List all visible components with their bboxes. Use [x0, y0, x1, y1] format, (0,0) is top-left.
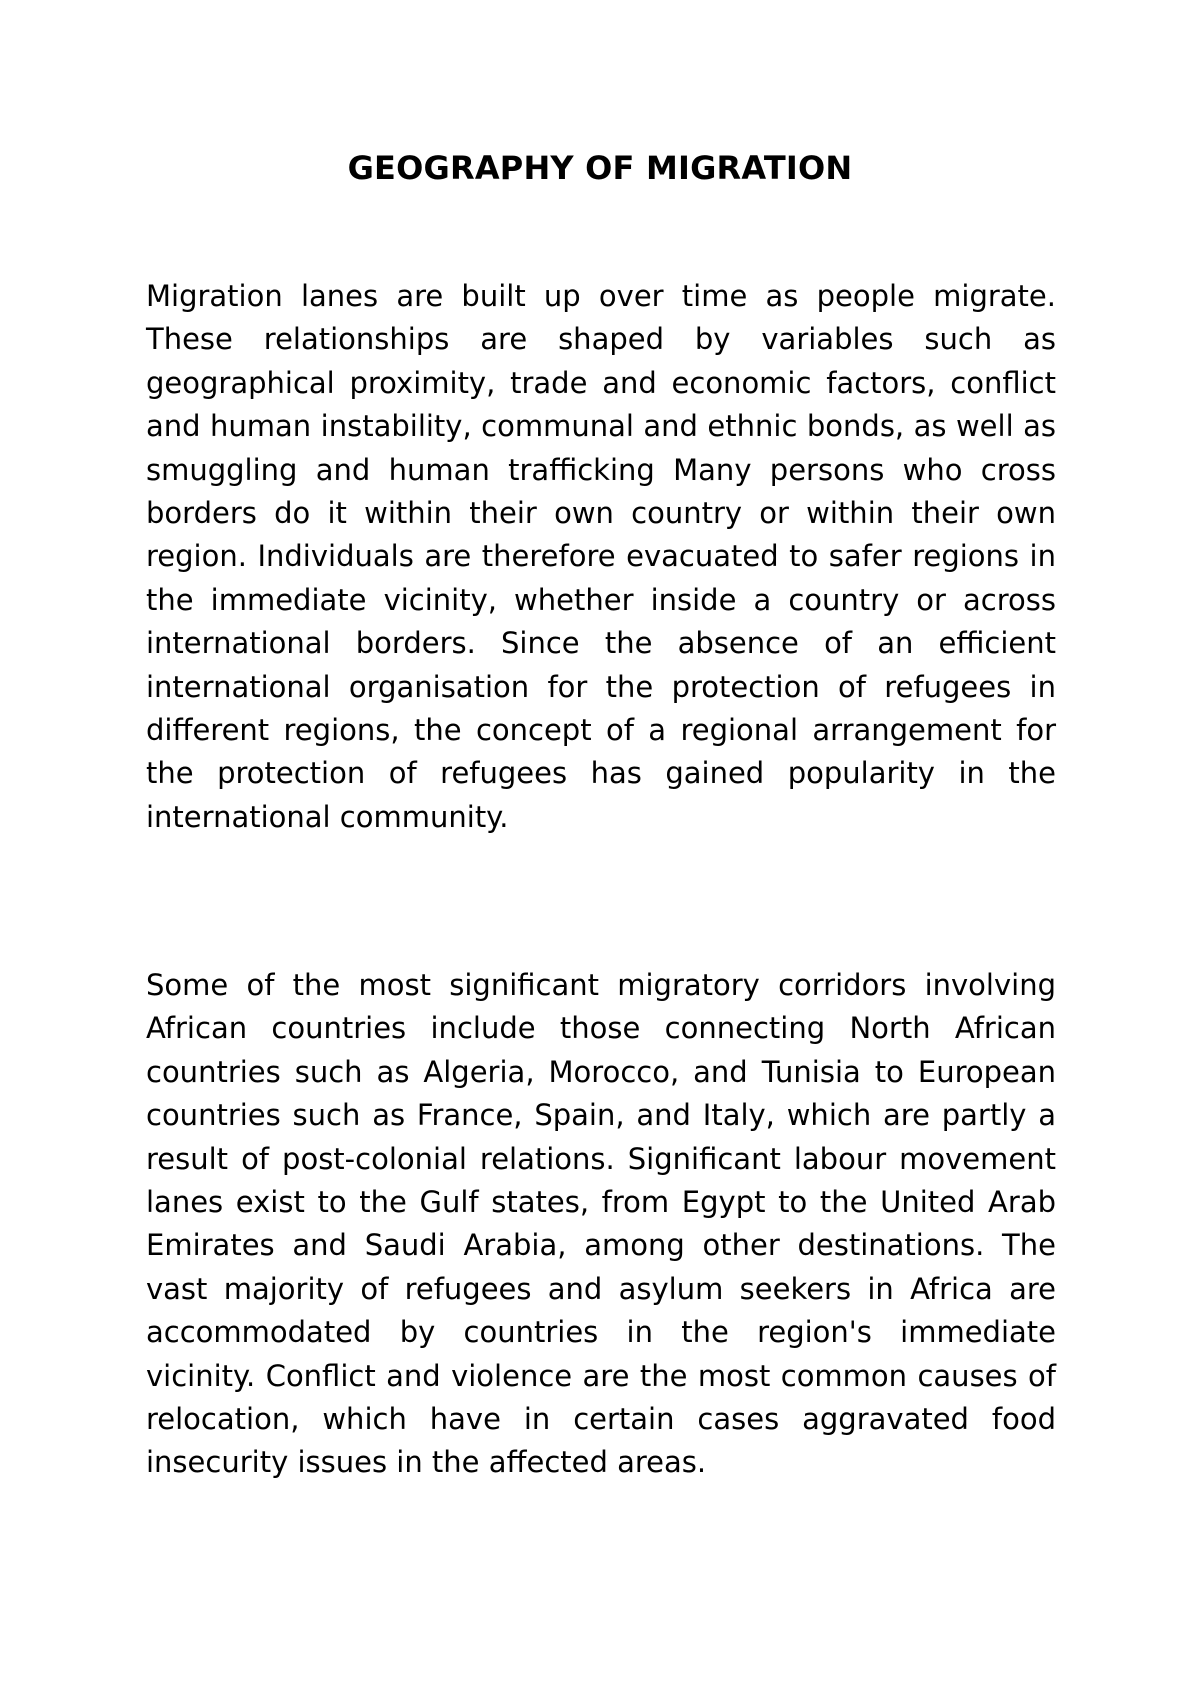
paragraph-migration-lanes: Migration lanes are built up over time as people migrate. These relationships are shaped by variables such as geographical proximity, trade and economic factors, conflict and human instability, communal and ethnic bonds, as well as smuggling and human trafficking Many persons who cross borders do it within their own country or within their own region. Individuals are therefore evacuated to safer regions in the immediate vicinity, whether inside a country or across international borders. Since the absence of an efficient international organisation for the protection of refugees in different regions, the concept of a regional arrangement for the protection of refugees has gained popularity in the international community. [146, 279, 1056, 834]
document-title: GEOGRAPHY OF MIGRATION [347, 149, 853, 187]
paragraph-migratory-corridors: Some of the most significant migratory corridors involving African countries include those connecting North African countries such as Algeria, Morocco, and Tunisia to European countries such as France, Spain, and Italy, which are partly a result of post-colonial relations. Significant labour movement lanes exist to the Gulf states, from Egypt to the United Arab Emirates and Saudi Arabia, among other destinations. The vast majority of refugees and asylum seekers in Africa are accommodated by countries in the region's immediate vicinity. Conflict and violence are the most common causes of relocation, which have in certain cases aggravated food insecurity issues in the affected areas. [146, 968, 1056, 1480]
